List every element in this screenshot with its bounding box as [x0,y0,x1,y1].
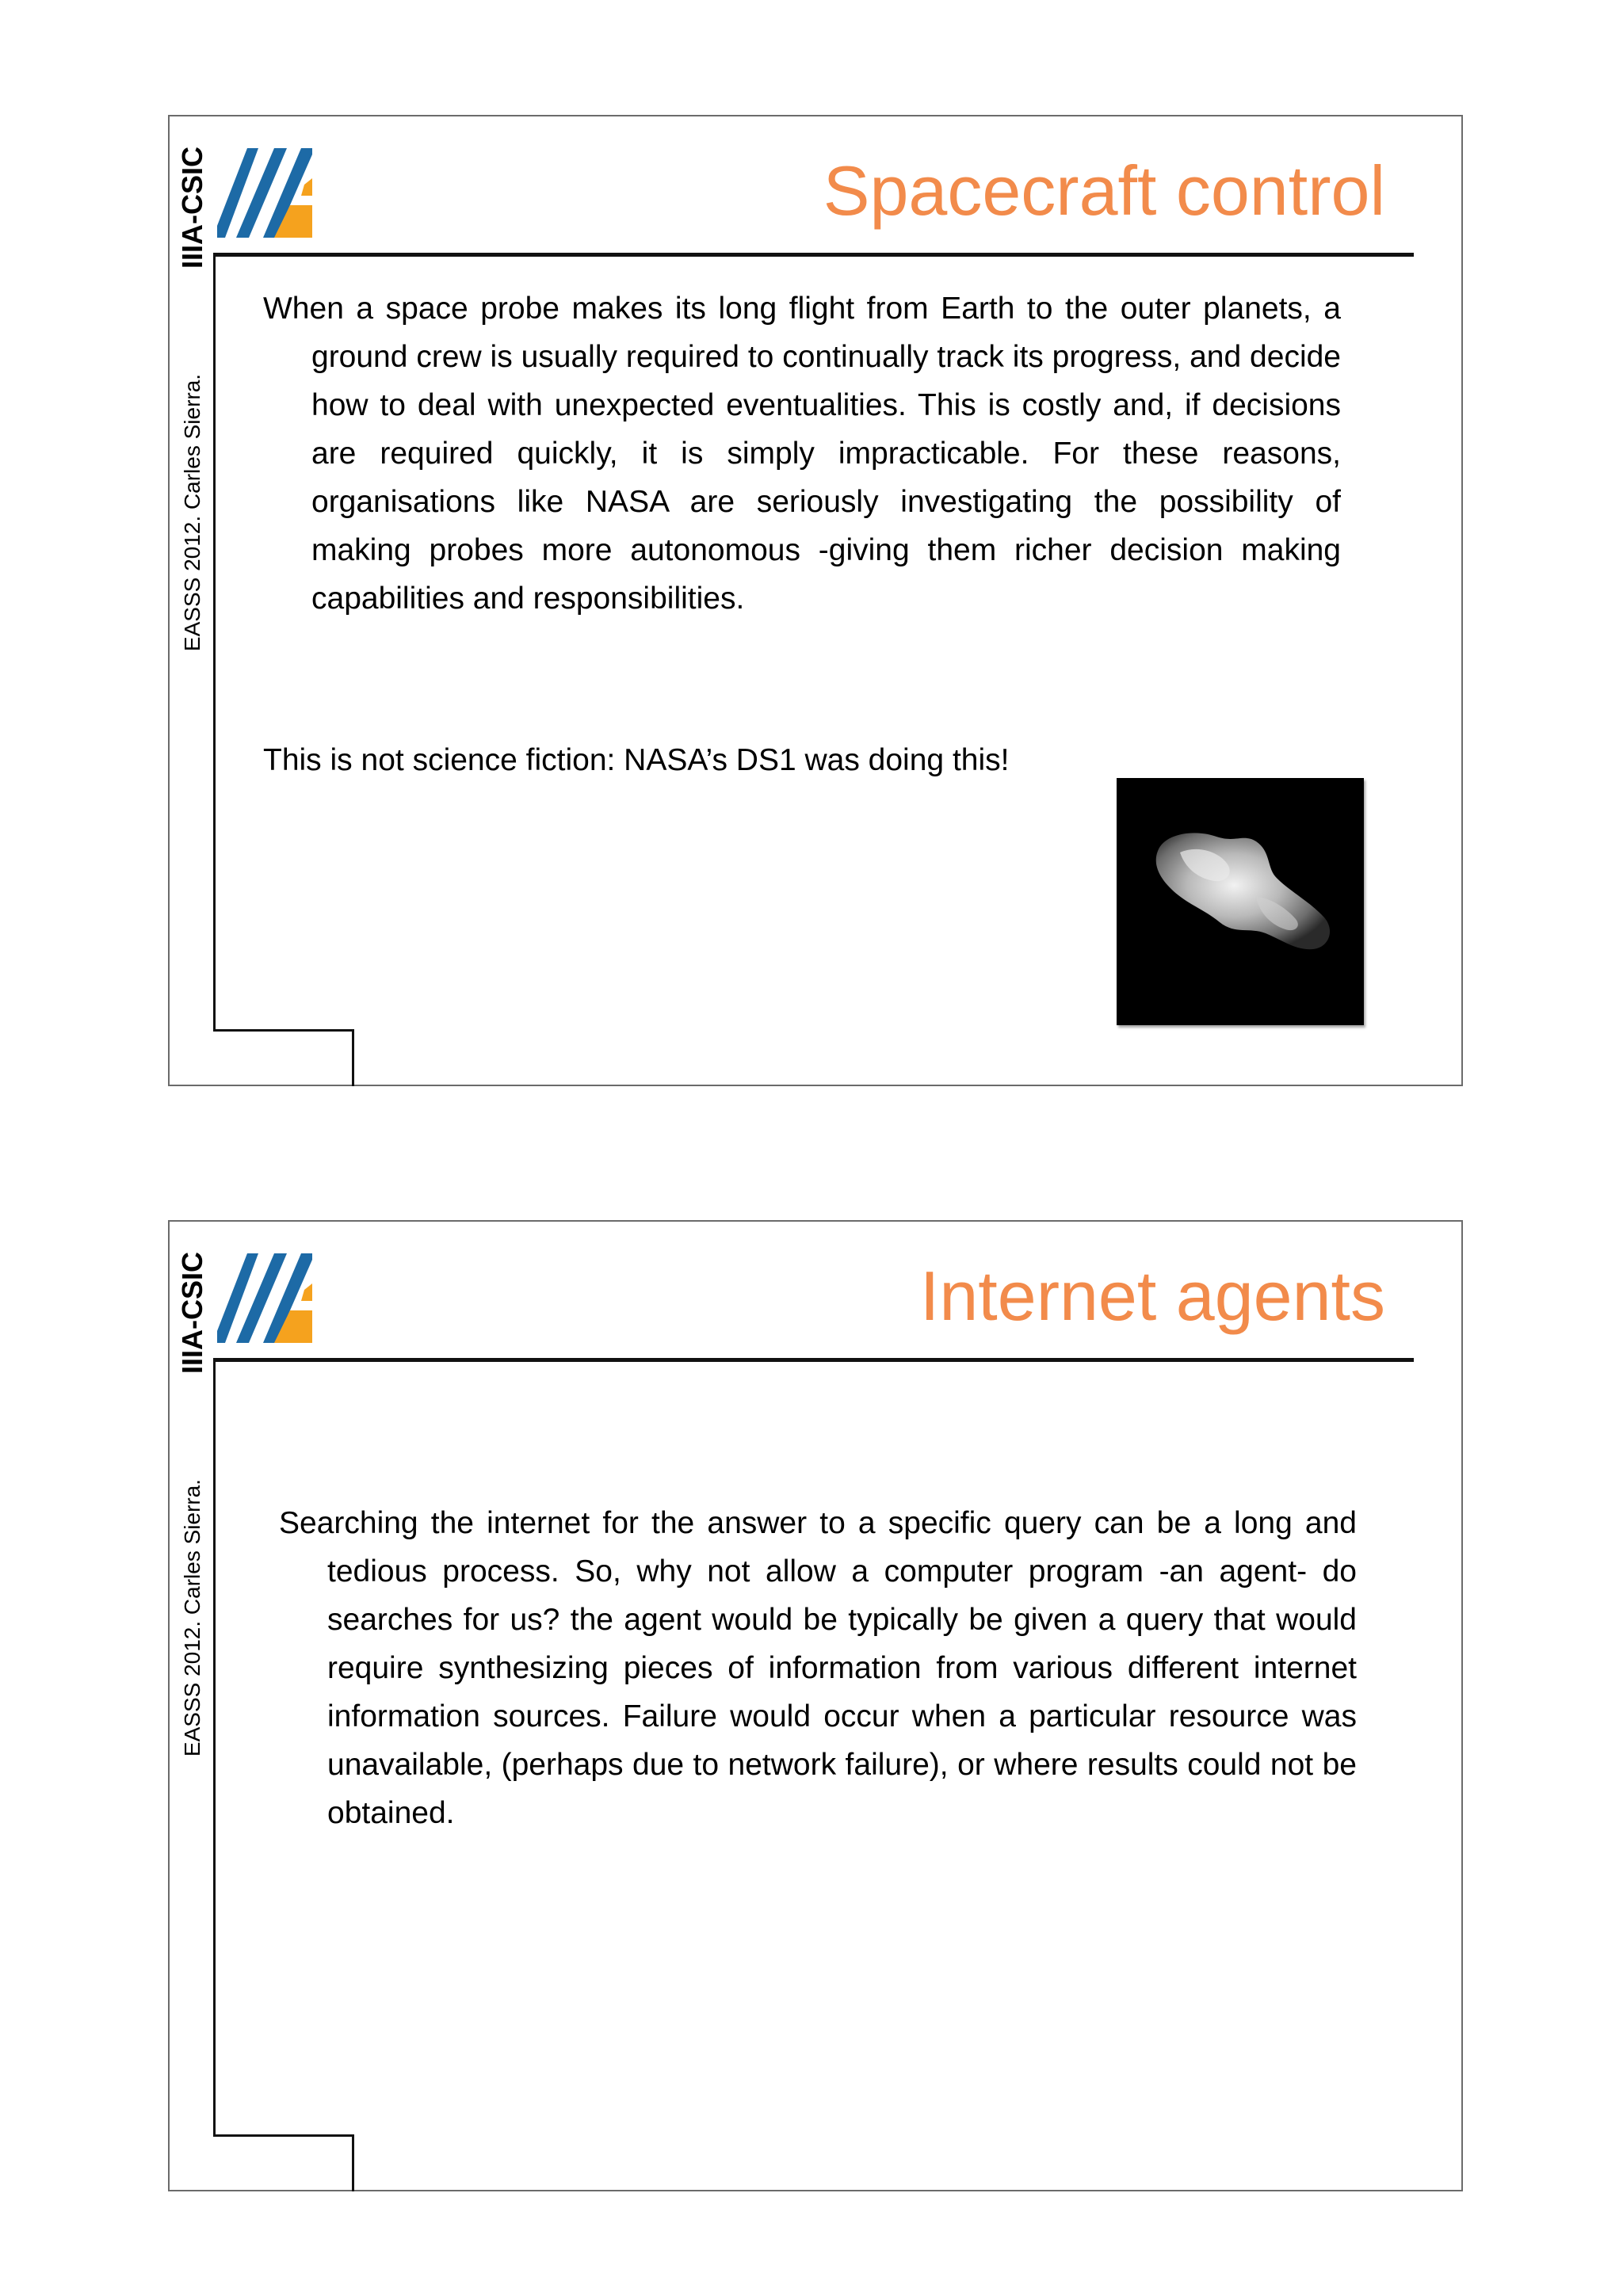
iiia-csic-logo-icon [217,147,312,242]
side-org-label: IIIA-CSIC [176,146,208,269]
slide-spacecraft-control [168,115,1463,1086]
slide-title: Spacecraft control [823,151,1385,230]
body-paragraph-secondary: This is not science fiction: NASA’s DS1 was doing this! [263,743,1010,777]
side-author-label: EASSS 2012. Carles Sierra. [180,1478,204,1757]
slide-title: Internet agents [919,1257,1385,1335]
body-paragraph: Searching the internet for the answer to a specific query can be a long and tedious process. So, why not allow a computer program -an agent- do searches for us? the agent would be typically be given a query that would require synthesizing pieces of information from various different internet information sources. Failure would occur when a particular resource was unavailable, (perhaps due to network failure), or where results could not be obtained. [279,1506,1357,1830]
frame-left-rule [213,253,216,1029]
side-org-label: IIIA-CSIC [176,1251,208,1375]
frame-top-rule [213,1358,1414,1362]
body-paragraph: When a space probe makes its long flight from Earth to the outer planets, a ground crew is usually required to continually track its progress, and decide how to deal with unexpected eventualities. This is costly and, if decisions are required quickly, it is simply impracticable. For these reasons, organisations like NASA are seriously investigating the possibility of making probes more autonomous -giving them richer decision making capabilities and responsibilities. [263,292,1341,616]
side-author-label: EASSS 2012. Carles Sierra. [180,373,204,652]
frame-notch-rule [352,2134,354,2191]
comet-image [1117,778,1364,1025]
frame-top-rule [213,253,1414,257]
frame-left-rule [213,1358,216,2134]
slide-internet-agents [168,1220,1463,2191]
iiia-csic-logo-icon [217,1252,312,1347]
frame-notch-rule [352,1029,354,1086]
frame-bottom-rule [213,2134,354,2137]
frame-bottom-rule [213,1029,354,1032]
